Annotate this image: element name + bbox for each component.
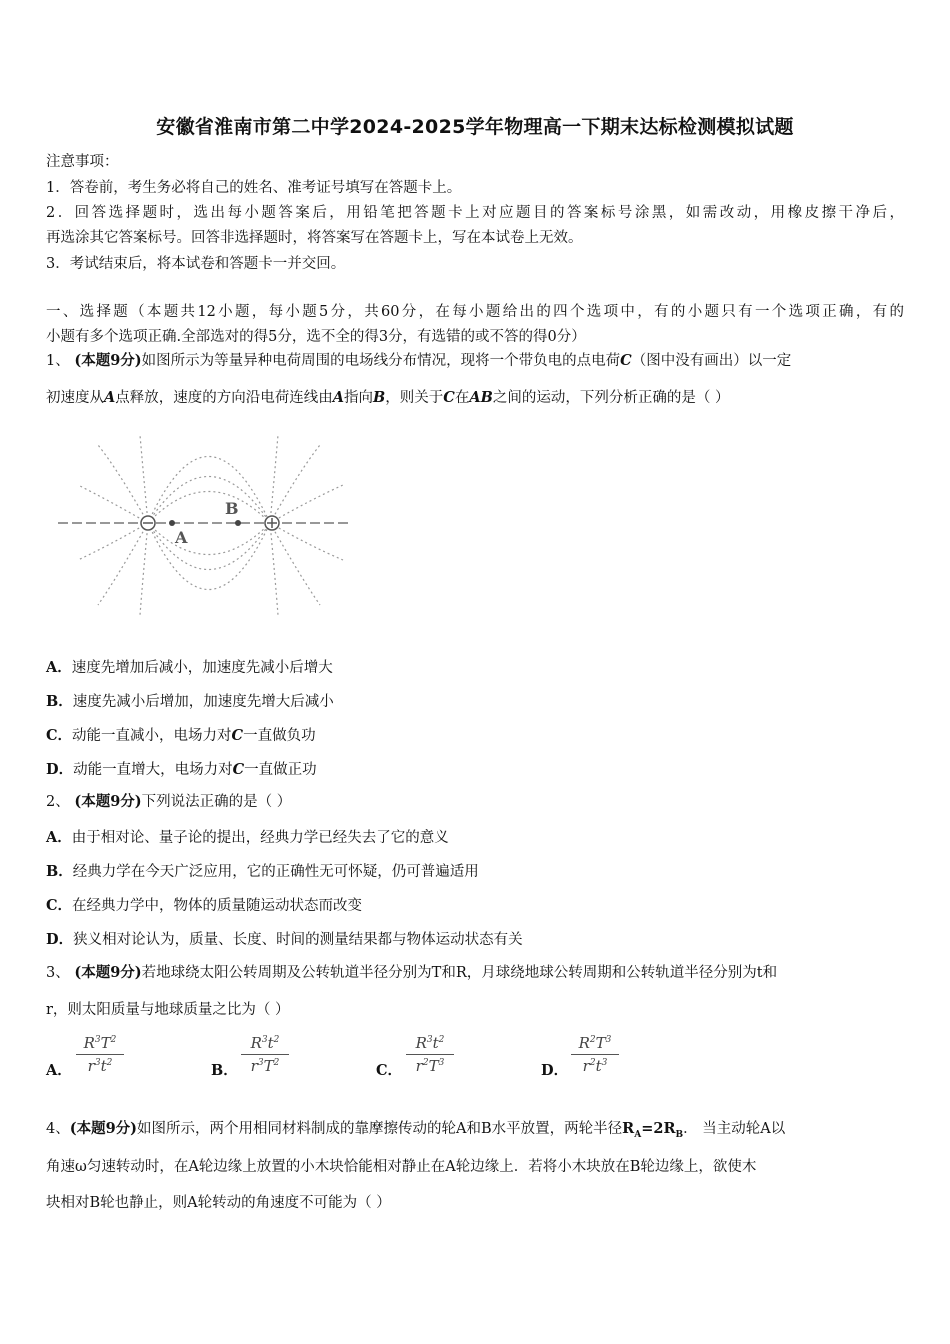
figure-label-b: B [225,499,239,518]
q1-text-6: ，则关于 [385,390,444,406]
q1-option-a[interactable]: A．速度先增加后减小，加速度先减小后增大 [46,659,333,676]
q1-text-5: 指向 [344,390,374,406]
q1-var-c-2: C [443,389,455,406]
note-3: 3．考试结束后，将本试卷和答题卡一并交回。 [46,256,346,272]
note-2-line-2: 再选涂其它答案标号。回答非选择题时，将答案写在答题卡上，写在本试卷上无效。 [46,230,583,246]
q1-number: 1、 [46,353,70,369]
q1-text-4: 点释放，速度的方向沿电荷连线由 [115,390,333,406]
notes-heading: 注意事项： [46,154,119,170]
q1-var-a-2: A [332,389,345,406]
q2-tag: (本题9分) [74,793,142,810]
q1-text-2: （图中没有画出）以一定 [631,353,792,369]
section-instructions-line-2: 小题有多个选项正确.全部选对的得5分，选不全的得3分，有选错的或不答的得0分） [46,329,586,345]
q2-number: 2、 [46,794,70,810]
q1-var-b: B [373,389,386,406]
q1-text-7: 在 [454,390,470,406]
q3-line-1 [46,963,777,983]
q4-number: 4、 [46,1121,70,1137]
q3-option-a-fraction: $\frac{R^3T^2}{r^3t^2}$ [76,1034,124,1075]
q1-line-1 [46,351,791,371]
q1-var-c: C [620,352,632,369]
q1-text-1: 如图所示为等量异种电荷周围的电场线分布情况，现将一个带负电的点电荷 [141,353,621,369]
section-instructions-line-1: 一、选择题（本题共12小题，每小题5分，共60分，在每小题给出的四个选项中，有的小题只有一个选项正确，有的 [46,304,904,320]
q1-var-ab: AB [469,389,493,406]
figure-label-a: A [175,528,188,547]
q4-line-1: 4、(本题9分)如图所示，两个用相同材料制成的靠摩擦传动的轮A和B水平放置，两轮半径$R_A=2R_B$． 当主动轮A以 [46,1120,786,1140]
note-2-line-1: 2．回答选择题时，选出每小题答案后，用铅笔把答题卡上对应题目的答案标号涂黑，如需改动，用橡皮擦干净后， [46,205,904,221]
q3-option-d-fraction: $\frac{R^2T^3}{r^2t^3}$ [571,1034,619,1075]
q2-text: 下列说法正确的是（ ） [141,794,292,810]
q1-tag: (本题9分) [74,352,142,369]
q2-option-a[interactable]: A．由于相对论、量子论的提出，经典力学已经失去了它的意义 [46,829,449,846]
q3-text-1: 若地球绕太阳公转周期及公转轨道半径分别为T和R，月球绕地球公转周期和公转轨道半径分别为t和 [141,965,778,981]
q1-var-a: A [104,389,116,406]
q2-option-b[interactable]: B．经典力学在今天广泛应用，它的正确性无可怀疑，仍可普遍适用 [46,863,479,880]
q3-number: 3、 [46,965,70,981]
q4-text-1b: ． 当主动轮A以 [683,1121,786,1137]
q1-line-2 [46,388,729,408]
q3-line-2: r，则太阳质量与地球质量之比为（ ） [46,1002,290,1018]
q1-text-8: 之间的运动，下列分析正确的是（ ） [492,390,730,406]
q2-option-c[interactable]: C．在经典力学中，物体的质量随运动状态而改变 [46,897,363,914]
q3-tag: (本题9分) [74,964,142,981]
electric-field-lines-figure [58,430,358,620]
q1-text-3: 初速度从 [46,390,104,406]
q4-line-2: 角速ω匀速转动时，在A轮边缘上放置的小木块恰能相对静止在A轮边缘上．若将小木块放在B轮边缘上，欲使木 [46,1159,757,1175]
q3-option-b-fraction: $\frac{R^3t^2}{r^3T^2}$ [241,1034,289,1075]
q1-option-c[interactable]: C．动能一直减小，电场力对C一直做负功 [46,727,316,744]
q4-text-1: 如图所示，两个用相同材料制成的靠摩擦传动的轮A和B水平放置，两轮半径 [137,1121,623,1137]
q2-option-d[interactable]: D．狭义相对论认为，质量、长度、时间的测量结果都与物体运动状态有关 [46,931,523,948]
q4-line-3: 块相对B轮也静止，则A轮转动的角速度不可能为（ ） [46,1195,391,1211]
page-title: 安徽省淮南市第二中学2024-2025学年物理高一下期末达标检测模拟试题 [156,116,794,138]
q1-option-d[interactable]: D．动能一直增大，电场力对C一直做正功 [46,761,317,778]
note-1: 1．答卷前，考生务必将自己的姓名、准考证号填写在答题卡上。 [46,180,462,196]
q2-stem [46,792,291,812]
q3-option-c-fraction: $\frac{R^3t^2}{r^2T^3}$ [406,1034,454,1075]
q1-option-b[interactable]: B．速度先减小后增加，加速度先增大后减小 [46,693,334,710]
q4-tag: (本题9分) [69,1120,138,1137]
